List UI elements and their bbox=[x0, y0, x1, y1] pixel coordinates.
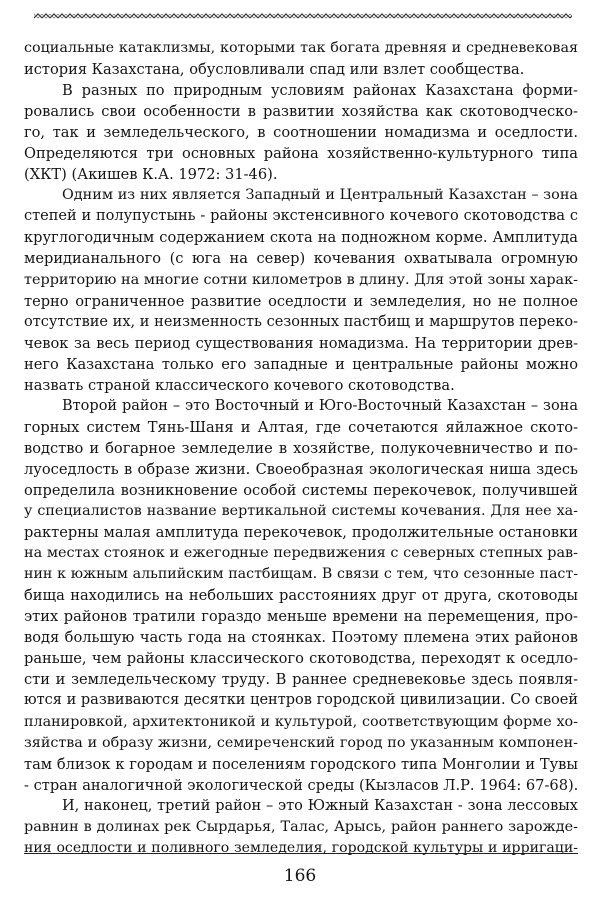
ornament-pattern-icon bbox=[34, 12, 572, 20]
text-line: (ХКТ) (Акишев К.А. 1972: 31-46). bbox=[24, 166, 278, 184]
text-line: там близок к городам и поселениям городского типа Монголии и Тувы bbox=[24, 755, 578, 773]
body-text bbox=[24, 38, 578, 859]
text-line: водя большую часть года на стоянках. Поэтому племена этих районов bbox=[24, 629, 578, 647]
text-line: чевок за весь период существования номадизма. На территории древ- bbox=[24, 334, 578, 352]
text-line: - стран аналогичной экологической среды (Кызласов Л.Р. 1964: 67-68). bbox=[24, 776, 578, 794]
text-line: на местах стоянок и ежегодные передвижения с северных степных рав- bbox=[24, 545, 578, 562]
text-line: нин к южным альпийским пастбищам. В связи с тем, что сезонные паст- bbox=[24, 566, 578, 583]
text-line: ются и развиваются десятки центров городской цивилизации. Со своей bbox=[24, 692, 578, 709]
text-line: отсутствие их, и неизменность сезонных пастбищ и маршрутов переко- bbox=[24, 313, 578, 330]
text-line: планировкой, архитектоникой и культурой, соответствующим форме хо- bbox=[24, 713, 578, 730]
text-line: терно ограниченное развитие оседлости и земледелия, но не полное bbox=[24, 292, 578, 310]
footer-rule bbox=[24, 853, 578, 854]
text-line: круглогодичным содержанием скота на подножном корме. Амплитуда bbox=[24, 229, 578, 247]
text-line: этих районов тратили гораздо меньше времени на перемещения, про- bbox=[24, 608, 578, 626]
text-line: водство и богарное земледелие в хозяйстве, полукочевничество и по- bbox=[24, 439, 578, 457]
text-line: история Казахстана, обусловливали спад или взлет сообщества. bbox=[24, 61, 525, 79]
ornamental-top-border bbox=[34, 12, 572, 20]
text-line: рактерны малая амплитуда перекочевок, продолжительные остановки bbox=[24, 524, 578, 542]
text-line: го, так и земледельческого, в соотношении номадизма и оседлости. bbox=[24, 124, 578, 142]
page-number: 166 bbox=[283, 866, 317, 886]
text-line: территорию на многие сотни километров в длину. Для этой зоны харак- bbox=[24, 271, 578, 288]
text-line: социальные катаклизмы, которыми так богата древняя и средневековая bbox=[24, 40, 578, 56]
text-line: назвать страной классического кочевого скотоводства. bbox=[24, 376, 455, 394]
text-line: раньше, чем районы классического скотоводства, переходят к оседло- bbox=[24, 650, 578, 668]
text-line: определила возникновение особой системы перекочевок, получившей bbox=[24, 481, 578, 499]
text-line: степей и полупустынь - районы экстенсивного кочевого скотоводства с bbox=[24, 208, 578, 225]
text-line: него Казахстана только его западные и центральные районы можно bbox=[24, 355, 578, 373]
text-line: И, наконец, третий район – это Южный Казахстан - зона лессовых bbox=[62, 797, 578, 814]
text-line: ния оседлости и поливного земледелия, городской культуры и ирригаци- bbox=[24, 839, 578, 856]
text-line: горных систем Тянь-Шаня и Алтая, где сочетаются яйлажное ското- bbox=[24, 418, 578, 436]
text-line: меридианального (с юга на север) кочевания охватывала огромную bbox=[24, 250, 578, 268]
text-line: Одним из них является Западный и Центральный Казахстан – зона bbox=[62, 187, 578, 204]
text-line: ровались свои особенности в развитии хозяйства как скотоводческо- bbox=[24, 103, 578, 121]
text-line: равнин в долинах рек Сырдарья, Талас, Арысь, район раннего зарожде- bbox=[24, 818, 578, 835]
text-line: Второй район – это Восточный и Юго-Восточный Казахстан – зона bbox=[62, 397, 578, 414]
text-line: бища находились на небольших расстояниях друг от друга, скотоводы bbox=[24, 587, 578, 605]
text-line: Определяются три основных района хозяйственно-культурного типа bbox=[24, 145, 578, 163]
text-line: у специалистов название вертикальной системы кочевания. Для нее ха- bbox=[24, 503, 578, 520]
text-line: зяйства и образу жизни, семиреченский город по указанным компонен- bbox=[24, 734, 578, 751]
text-line: сти и земледельческому труду. В раннее средневековье здесь появля- bbox=[24, 671, 578, 689]
text-line: луоседлость в образе жизни. Своеобразная экологическая ниша здесь bbox=[24, 460, 578, 478]
text-line: В разных по природным условиям районах Казахстана форми- bbox=[62, 82, 578, 100]
